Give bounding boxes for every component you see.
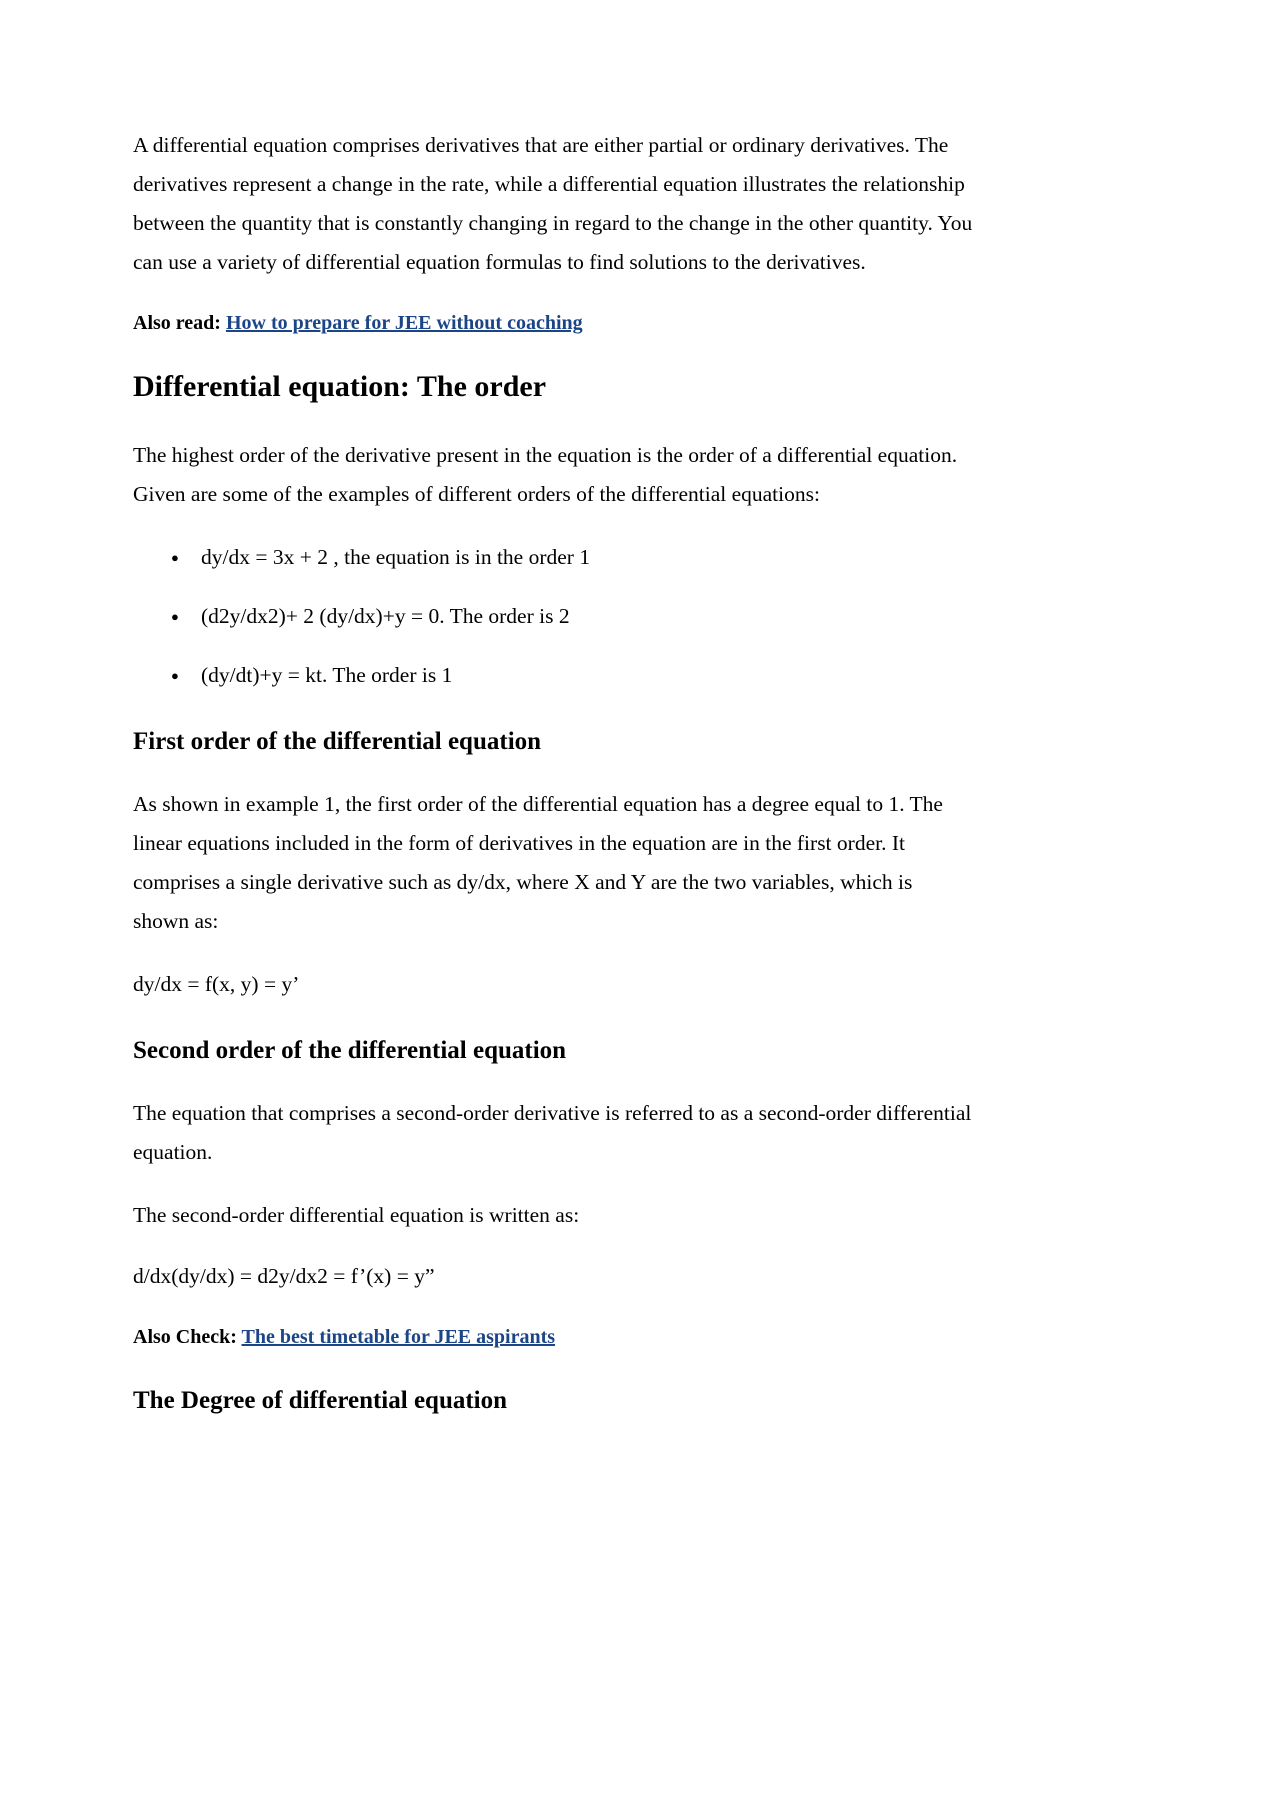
section-heading-first-order: First order of the differential equation [133,728,542,755]
order-examples-list [133,538,973,695]
list-item: ● (dy/dt)+y = kt. The order is 1 [201,656,973,695]
also-read-line [133,306,973,340]
first-order-formula: dy/dx = f(x, y) = y’ [133,972,300,996]
section-heading-second-order: Second order of the differential equation [133,1037,567,1064]
second-order-paragraph-1: The equation that comprises a second-order derivative is referred to as a second-order differential equation. [133,1101,972,1164]
also-check-link[interactable]: The best timetable for JEE aspirants [241,1326,556,1348]
also-read-link[interactable]: How to prepare for JEE without coaching [225,312,583,334]
section-heading-degree: The Degree of differential equation [133,1387,508,1414]
order-section-paragraph: The highest order of the derivative present in the equation is the order of a differential equation. Given are some of the examples of different orders of the differential equations: [133,443,958,506]
second-order-paragraph-2: The second-order differential equation is written as: [133,1203,580,1227]
intro-paragraph: A differential equation comprises derivatives that are either partial or ordinary derivatives. The derivatives represent a change in the rate, while a differential equation illustrates the relationship between the quantity that is constantly changing in regard to the change in the other quantity. You can use a variety of differential equation formulas to find solutions to the derivatives. [133,133,973,274]
section-heading-order: Differential equation: The order [133,370,547,403]
document-body [133,126,973,1444]
also-read-label: Also read: [133,312,221,334]
also-check-label: Also Check: [133,1326,237,1348]
second-order-formula: d/dx(dy/dx) = d2y/dx2 = f’(x) = y” [133,1264,435,1288]
list-item: ● (d2y/dx2)+ 2 (dy/dx)+y = 0. The order is 2 [201,597,973,636]
also-check-line [133,1320,973,1354]
list-item: ● dy/dx = 3x + 2 , the equation is in the order 1 [201,538,973,577]
first-order-paragraph: As shown in example 1, the first order of the differential equation has a degree equal to 1. The linear equations included in the form of derivatives in the equation are in the first order. It comprises a single derivative such as dy/dx, where X and Y are the two variables, which is shown as: [133,792,943,933]
